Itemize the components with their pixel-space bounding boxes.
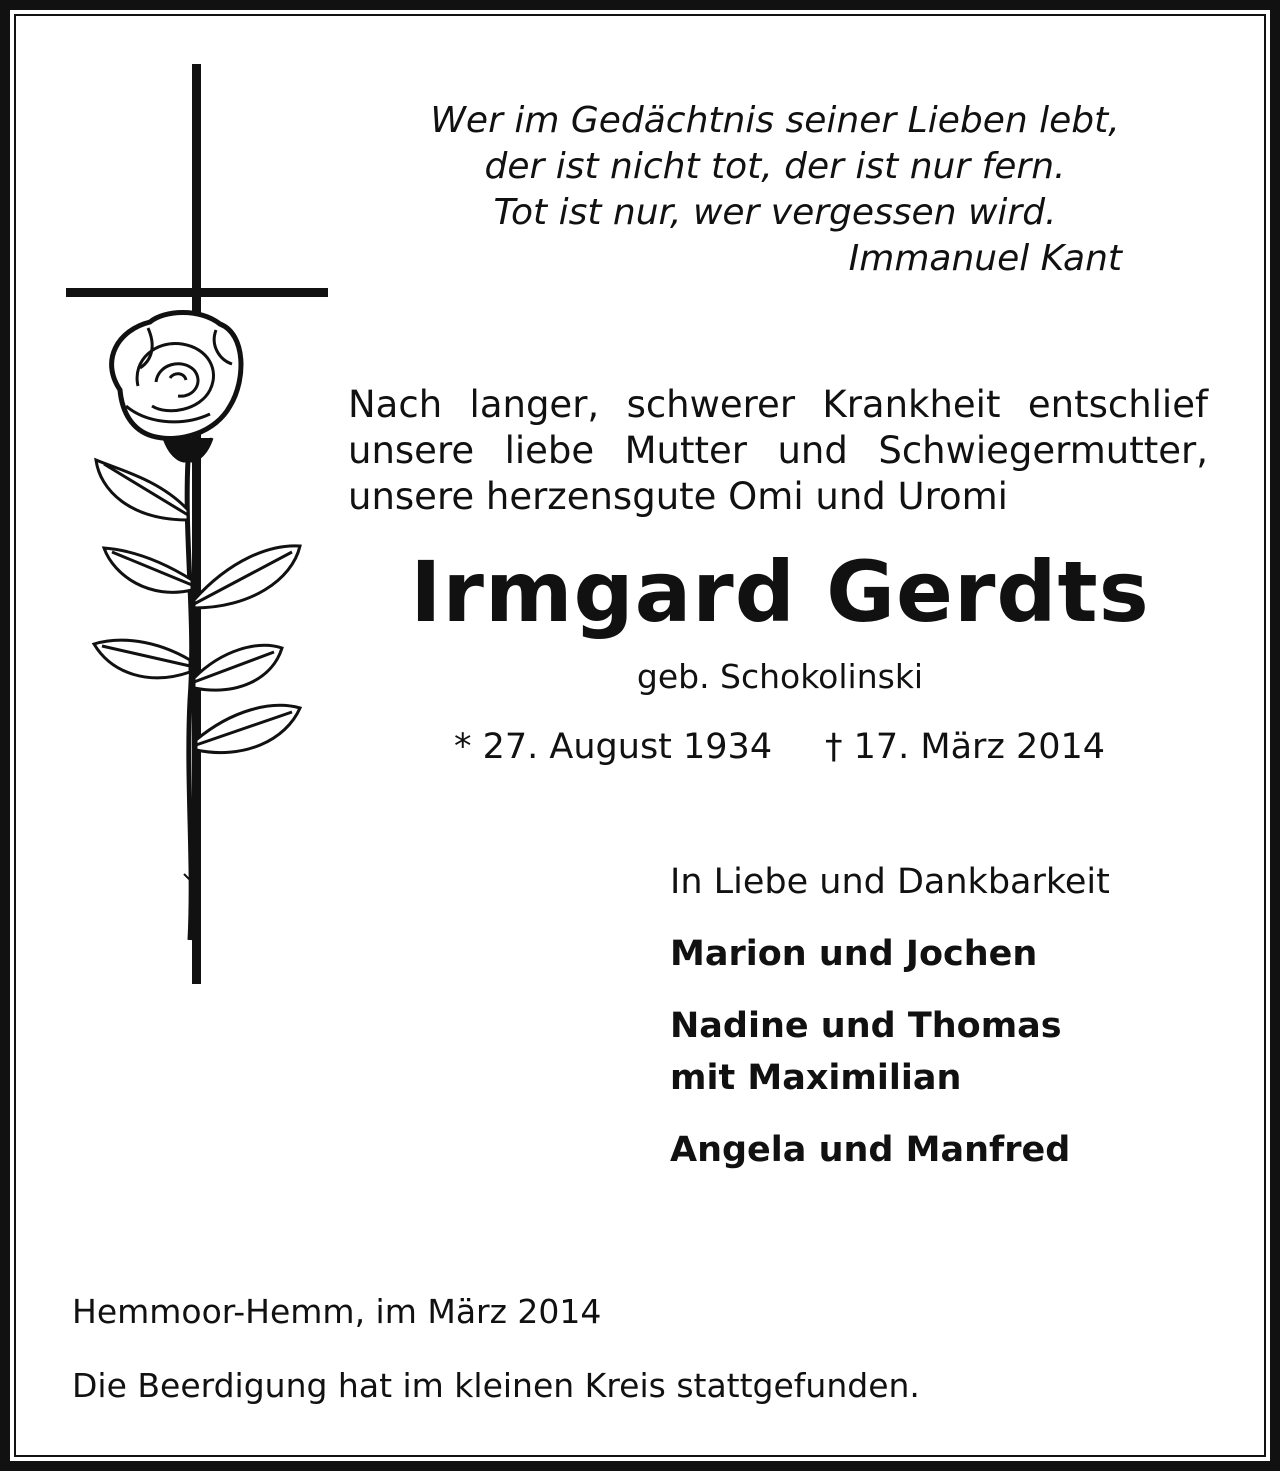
birth-date: * 27. August 1934 [454, 727, 773, 767]
memorial-quote [430, 98, 1122, 279]
death-date: † 17. März 2014 [825, 727, 1106, 767]
quote-author: Immanuel Kant [848, 238, 1122, 279]
funeral-note: Die Beerdigung hat im kleinen Kreis stattgefunden. [72, 1366, 920, 1405]
announcement-text [348, 382, 1208, 520]
cross-icon [66, 64, 328, 984]
quote-line: der ist nicht tot, der ist nur fern. [484, 146, 1066, 187]
maiden-name: geb. Schokolinski [636, 657, 924, 696]
mourner-family: Nadine und Thomas [670, 1006, 1062, 1046]
mourner-family: mit Maximilian [670, 1058, 962, 1098]
announcement-line: unsere liebe Mutter und Schwiegermutter, [348, 429, 1208, 472]
mourners-greeting: In Liebe und Dankbarkeit [670, 862, 1110, 902]
place-date: Hemmoor-Hemm, im März 2014 [72, 1292, 602, 1331]
announcement-line: Nach langer, schwerer Krankheit entschlief [348, 383, 1208, 426]
quote-line: Tot ist nur, wer vergessen wird. [493, 192, 1057, 233]
deceased-name: Irmgard Gerdts [410, 543, 1150, 641]
mourners-block [670, 856, 1230, 1176]
quote-line: Wer im Gedächtnis seiner Lieben lebt, [430, 100, 1120, 141]
mourner-family: Marion und Jochen [670, 934, 1038, 974]
announcement-line: unsere herzensgute Omi und Uromi [348, 475, 1008, 518]
cross-rose-illustration [60, 60, 340, 990]
mourner-family: Angela und Manfred [670, 1130, 1071, 1170]
